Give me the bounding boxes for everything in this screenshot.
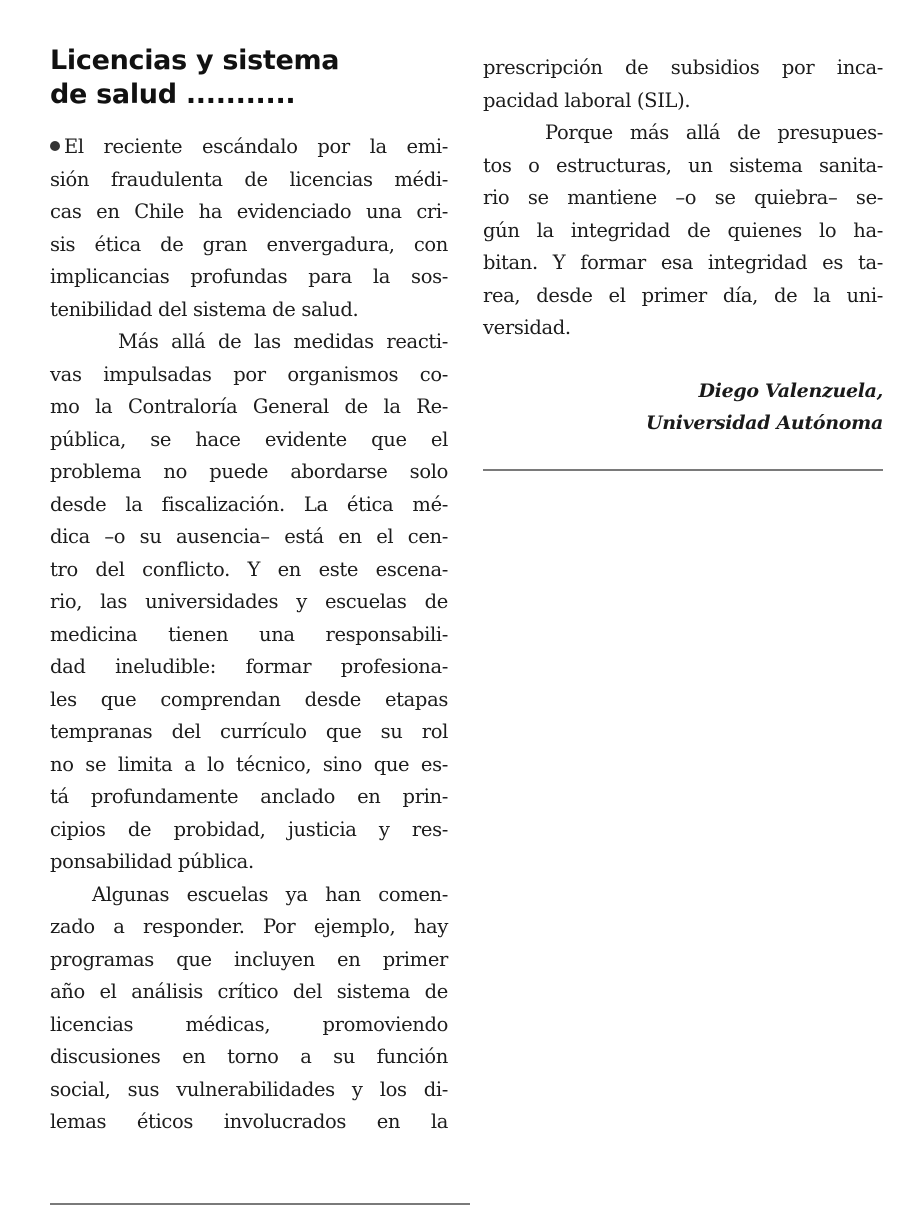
body-line: no se limita a lo técnico, sino que es- [50, 752, 448, 776]
body-line: desde la fiscalización. La ética mé- [50, 492, 448, 516]
body-line [50, 131, 448, 164]
body-line: Porque más allá de presupues- [545, 121, 883, 144]
right-column-text [483, 52, 883, 345]
body-line: tempranas del currículo que su rol [50, 720, 448, 743]
body-line: versidad. [483, 316, 571, 339]
body-line-text: El reciente escándalo por la emi- [64, 135, 448, 158]
body-line: pacidad laboral (SIL). [483, 88, 691, 112]
body-line: implicancias profundas para la sos- [50, 265, 448, 288]
body-line: bitan. Y formar esa integridad es ta- [483, 251, 883, 274]
bullet-icon [50, 141, 60, 151]
body-line: dica –o su ausencia– está en el cen- [50, 525, 448, 548]
body-line: vas impulsadas por organismos co- [50, 362, 448, 386]
body-line: gún la integridad de quienes lo ha- [483, 218, 883, 242]
body-line: discusiones en torno a su función [50, 1045, 448, 1068]
left-column [50, 44, 448, 1139]
body-line: problema no puede abordarse solo [50, 460, 448, 483]
headline-line-1: Licencias y sistema [50, 45, 340, 76]
author-signature [483, 375, 883, 439]
article-headline [50, 44, 448, 112]
body-line: programas que incluyen en primer [50, 947, 448, 971]
body-line: social, sus vulnerabilidades y los di- [50, 1077, 448, 1101]
body-line: les que comprendan desde etapas [50, 687, 448, 711]
author-affiliation: Universidad Autónoma [645, 411, 883, 434]
body-line: lemas éticos involucrados en la [50, 1110, 448, 1133]
body-line: cipios de probidad, justicia y res- [50, 817, 448, 841]
body-line: rea, desde el primer día, de la uni- [483, 283, 883, 307]
body-line: zado a responder. Por ejemplo, hay [50, 915, 448, 938]
body-line: sión fraudulenta de licencias médi- [50, 167, 448, 191]
body-line: tá profundamente anclado en prin- [50, 785, 448, 808]
body-line: Algunas escuelas ya han comen- [92, 882, 448, 906]
body-line: tro del conflicto. Y en este escena- [50, 557, 448, 581]
body-line: rio se mantiene –o se quiebra– se- [483, 186, 883, 209]
body-line: licencias médicas, promoviendo [50, 1012, 448, 1036]
body-line: tenibilidad del sistema de salud. [50, 297, 359, 321]
body-line: sis ética de gran envergadura, con [50, 232, 448, 256]
author-name: Diego Valenzuela, [698, 379, 883, 402]
left-column-text [50, 131, 448, 1139]
body-line: ponsabilidad pública. [50, 850, 254, 873]
body-line: dad ineludible: formar profesiona- [50, 655, 448, 678]
body-line: mo la Contraloría General de la Re- [50, 395, 448, 418]
body-line: tos o estructuras, un sistema sanita- [483, 153, 883, 177]
body-line: Más allá de las medidas reacti- [118, 330, 448, 353]
body-line: cas en Chile ha evidenciado una cri- [50, 200, 448, 223]
body-line: rio, las universidades y escuelas de [50, 590, 448, 613]
body-line: prescripción de subsidios por inca- [483, 56, 883, 79]
left-column-divider [50, 1203, 470, 1205]
body-line: pública, se hace evidente que el [50, 427, 448, 451]
right-column [483, 52, 883, 439]
headline-line-2: de salud ........... [50, 79, 296, 110]
body-line: año el análisis crítico del sistema de [50, 980, 448, 1003]
right-column-divider [483, 469, 883, 471]
body-line: medicina tienen una responsabili- [50, 622, 448, 646]
